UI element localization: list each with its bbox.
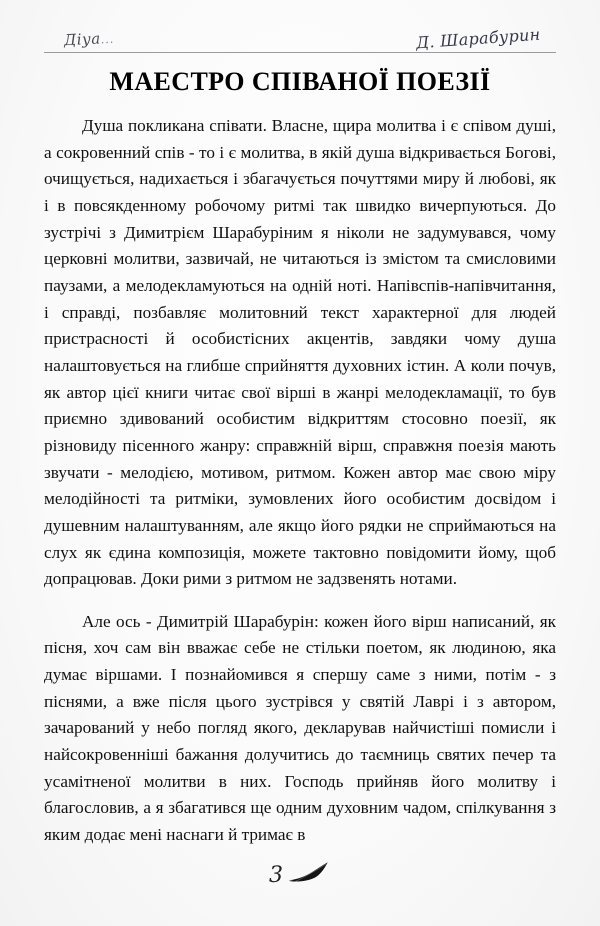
page-footer: [0, 863, 600, 888]
left-signature: [64, 29, 115, 50]
page-number: 3: [269, 863, 283, 888]
paragraph: Але ось - Димитрій Шарабурін: кожен його вірш написаний, як пісня, хоч сам він вважає себе не стільки поетом, як людиною, яка думає віршами. І познайомився я спершу саме з ними, потім - з піснями, а вже після цього зустрівся у святій Лаврі і з автором, зачарований у небо погляд якого, декларував найчистіші помисли і найсокровенніші бажання долучитись до таємниць святих печер та усамітненої молитви в них. Господь прийняв його молитву і благословив, а я збагатився ще одним духовним чадом, спілкування з яким додає мені наснаги й тримає в: [44, 611, 556, 845]
body-text: [44, 113, 556, 849]
handwritten-header: [44, 0, 556, 53]
header-divider: [44, 52, 556, 53]
page-title: МАЕСТРО СПІВАНОЇ ПОЕЗІЇ: [109, 67, 491, 96]
left-signature-tail: ...: [100, 32, 115, 47]
paragraph: Душа покликана співати. Власне, щира молитва і є співом душі, а сокровенний спів - то і є молитва, в якій душа відкривається Богові, очищується, надихається і збагачується почуттями миру й любові, як і в повсякденному робочому ритмі так швидко вичерпуються. До зустрічі з Димитрієм Шарабуріним я ніколи не задумувався, чому церковні молитви, зазвичай, не читаються із змістом та смисловими паузами, а мелодекламуються на одній ноті. Напівспів-напівчитання, і справді, позбавляє молитовний текст характерної для людей пристрасності й особистісних акцентів, завдяки чому душа налаштовується на глибше сприйняття духовних істин. А коли почув, як автор цієї книги читає свої вірші в жанрі мелодекламації, то був приємно здивований особистим відкриттям стосовно поезії, як різновиду пісенного жанру: справжній вірш, справжня поезія мають звучати - мелодією, мотивом, ритмом. Кожен автор має свою міру мелодійності та ритміки, зумовлених його особистим досвідом і душевним налаштуванням, але якщо його рядки не сприймаються на слух як єдина композиція, можете тактовно повідомити йому, щоб допрацював. Доки рими з ритмом не задзвенять нотами.: [44, 116, 556, 589]
right-signature: Д. Шарабурин: [414, 24, 541, 53]
quill-icon: [286, 859, 332, 887]
left-signature-text: Діуа: [63, 29, 102, 50]
